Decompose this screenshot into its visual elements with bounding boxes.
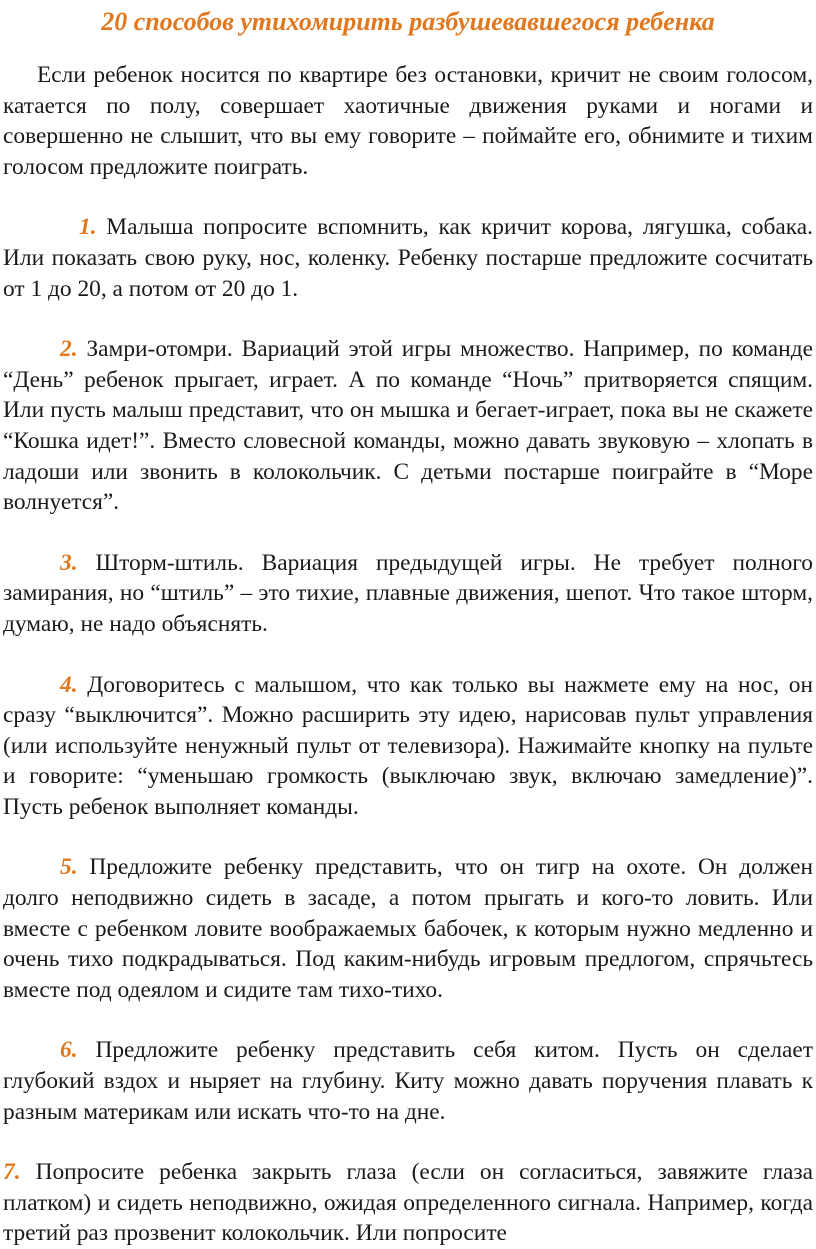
item-number: 7.	[3, 1159, 21, 1186]
item-text: Малыша попросите вспомнить, как кричит корова, лягушка, собака. Или показать свою руку, нос, коленку. Ребенку постарше предложите сосчитать от 1 до 20, а потом от 20 до 1.	[3, 214, 813, 302]
list-item	[3, 1035, 813, 1127]
list-item	[3, 670, 813, 823]
intro-paragraph: Если ребенок носится по квартире без остановки, кричит не своим голосом, катается по полу, совершает хаотичные движения руками и ногами и совершенно не слышит, что вы ему говорите – поймайте его, обнимите и тихим голосом предложите поиграть.	[3, 62, 813, 180]
item-number: 3.	[60, 549, 78, 576]
item-number: 5.	[60, 854, 78, 881]
item-number: 1.	[79, 214, 97, 241]
list-item	[3, 548, 813, 640]
item-number: 4.	[60, 671, 78, 698]
item-text: Предложите ребенку представить себя китом. Пусть он сделает глубокий вздох и ныряет на глубину. Киту можно давать поручения плавать к разным материкам или искать что-то на дне.	[3, 1037, 813, 1125]
item-number: 2.	[60, 336, 78, 363]
item-text: Договоритесь с малышом, что как только вы нажмете ему на нос, он сразу “выключится”. Можно расширить эту идею, нарисовав пульт управления (или используйте ненужный пульт от телевизора). Нажимайте кнопку на пульте и говорите: “уменьшаю громкость (выключаю звук, включаю замедление)”. Пусть ребенок выполняет команды.	[3, 671, 813, 820]
item-text: Попросите ребенка закрыть глаза (если он согласиться, завяжите глаза платком) и сидеть неподвижно, ожидая определенного сигнала. Например, когда третий раз прозвенит колокольчик. Или попросите	[3, 1159, 813, 1247]
list-item	[3, 212, 813, 304]
item-text: Шторм-штиль. Вариация предыдущей игры. Не требует полного замирания, но “штиль” – это тихие, плавные движения, шепот. Что такое шторм, думаю, не надо объяснять.	[3, 549, 813, 637]
list-item	[3, 852, 813, 1005]
list-item	[3, 334, 813, 518]
item-text: Замри-отомри. Вариаций этой игры множество. Например, по команде “День” ребенок прыгает, играет. А по команде “Ночь” притворяется спящим. Или пусть малыш представит, что он мышка и бегает-играет, пока вы не скажете “Кошка идет!”. Вместо словесной команды, можно давать звуковую – хлопать в ладоши или звонить в колокольчик. С детьми постарше поиграйте в “Море волнуется”.	[3, 336, 813, 516]
list-item	[3, 1157, 813, 1249]
item-number: 6.	[60, 1037, 78, 1064]
item-text: Предложите ребенку представить, что он тигр на охоте. Он должен долго неподвижно сидеть в засаде, а потом прыгать и кого-то ловить. Или вместе с ребенком ловите воображаемых бабочек, к которым нужно медленно и очень тихо подкрадываться. Под каким-нибудь игровым предлогом, спрячьтесь вместе под одеялом и сидите там тихо-тихо.	[3, 854, 813, 1003]
document-title: 20 способов утихомирить разбушевавшегося ребенка	[101, 7, 715, 36]
